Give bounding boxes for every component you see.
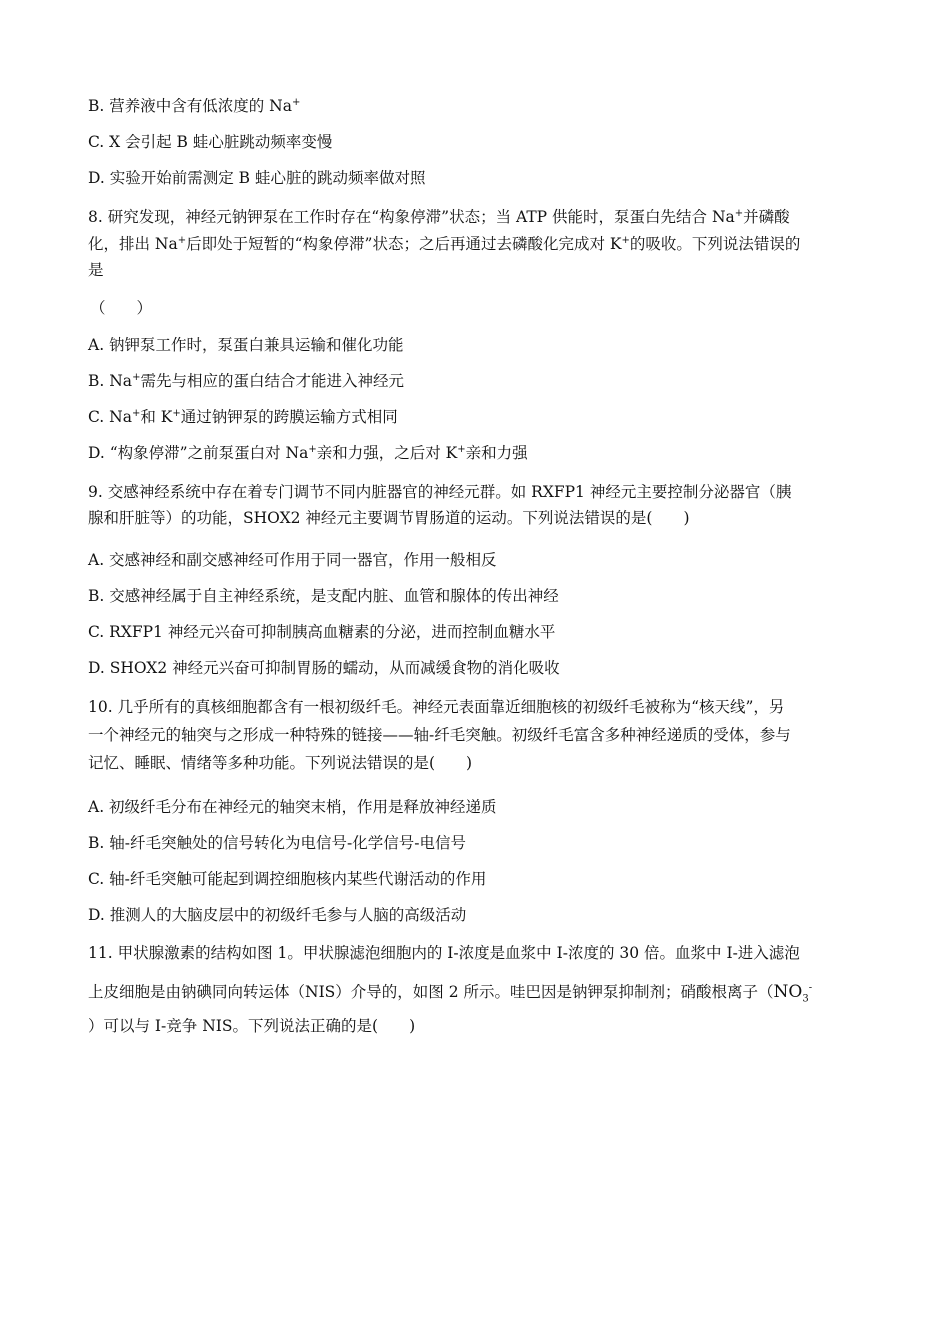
- q11-stem-line3: ）可以与 I-竞争 NIS。下列说法正确的是( ): [88, 1017, 416, 1035]
- q8-option-c: C. Na+和 K+通过钠钾泵的跨膜运输方式相同: [88, 407, 398, 426]
- q9-stem-line2: 腺和肝脏等）的功能，SHOX2 神经元主要调节胃肠道的运动。下列说法错误的是( ): [88, 509, 690, 527]
- q8-stem-line3: 是: [88, 261, 104, 279]
- q11-stem-line2: 上皮细胞是由钠碘同向转运体（NIS）介导的，如图 2 所示。哇巴因是钠钾泵抑制剂；硝酸根离子（$NO_3^-$: [88, 982, 813, 1005]
- q11-stem-line1: 11. 甲状腺激素的结构如图 1。甲状腺滤泡细胞内的 I-浓度是血浆中 I-浓度的 30 倍。血浆中 I-进入滤泡: [88, 944, 800, 962]
- q10-stem-line1: 10. 几乎所有的真核细胞都含有一根初级纤毛。神经元表面靠近细胞核的初级纤毛被称为“核天线”，另: [88, 698, 785, 716]
- q10-stem-line2: 一个神经元的轴突与之形成一种特殊的链接——轴-纤毛突触。初级纤毛富含多种神经递质的受体，参与: [88, 726, 791, 744]
- q8-option-a: A. 钠钾泵工作时，泵蛋白兼具运输和催化功能: [88, 336, 404, 354]
- q10-stem-line3: 记忆、睡眠、情绪等多种功能。下列说法错误的是( ): [88, 754, 473, 772]
- q9-option-d: D. SHOX2 神经元兴奋可抑制胃肠的蠕动，从而减缓食物的消化吸收: [88, 659, 560, 677]
- nitrate-formula: $NO_3^-$: [773, 982, 813, 1005]
- q8-stem-line2: 化，排出 Na+后即处于短暂的“构象停滞”状态；之后再通过去磷酸化完成对 K+的吸收。下列说法错误的: [88, 234, 801, 253]
- q10-option-a: A. 初级纤毛分布在神经元的轴突末梢，作用是释放神经递质: [88, 798, 497, 816]
- q10-option-c: C. 轴-纤毛突触可能起到调控细胞核内某些代谢活动的作用: [88, 870, 487, 888]
- q7-option-d: D. 实验开始前需测定 B 蛙心脏的跳动频率做对照: [88, 169, 426, 187]
- q9-stem-line1: 9. 交感神经系统中存在着专门调节不同内脏器官的神经元群。如 RXFP1 神经元主要控制分泌器官（胰: [88, 483, 792, 501]
- q8-option-b: B. Na+需先与相应的蛋白结合才能进入神经元: [88, 371, 404, 390]
- q8-answer-blank: （ ）: [90, 299, 153, 317]
- q7-option-c: C. X 会引起 B 蛙心脏跳动频率变慢: [88, 133, 333, 151]
- q10-option-d: D. 推测人的大脑皮层中的初级纤毛参与人脑的高级活动: [88, 906, 467, 924]
- q9-option-c: C. RXFP1 神经元兴奋可抑制胰高血糖素的分泌，进而控制血糖水平: [88, 623, 556, 641]
- q8-option-d: D. “构象停滞”之前泵蛋白对 Na+亲和力强，之后对 K+亲和力强: [88, 443, 528, 462]
- q9-option-a: A. 交感神经和副交感神经可作用于同一器官，作用一般相反: [88, 551, 497, 569]
- q7-option-b: B. 营养液中含有低浓度的 Na+: [88, 96, 301, 115]
- q10-option-b: B. 轴-纤毛突触处的信号转化为电信号-化学信号-电信号: [88, 834, 466, 852]
- q9-option-b: B. 交感神经属于自主神经系统，是支配内脏、血管和腺体的传出神经: [88, 587, 559, 605]
- q8-stem-line1: 8. 研究发现，神经元钠钾泵在工作时存在“构象停滞”状态；当 ATP 供能时，泵蛋白先结合 Na+并磷酸: [88, 207, 790, 226]
